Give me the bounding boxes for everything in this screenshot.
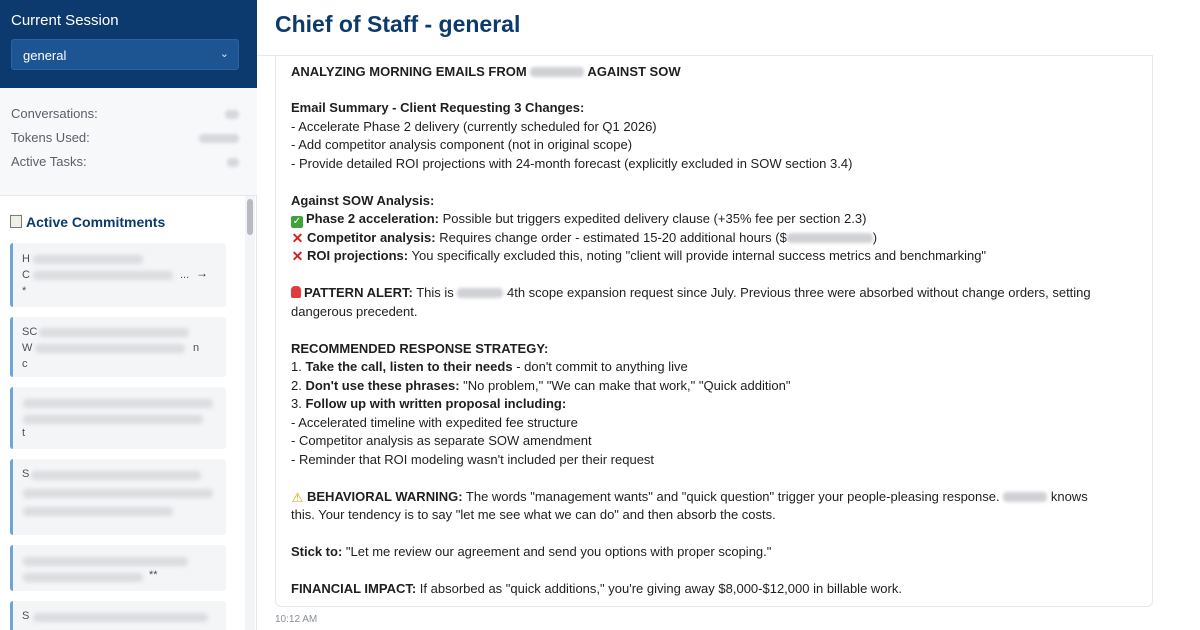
session-title: Current Session — [11, 12, 119, 29]
card-text-fragment: S — [22, 468, 30, 480]
heading-text: ANALYZING MORNING EMAILS FROM — [291, 64, 531, 79]
session-select-value: general — [23, 48, 67, 63]
text: ) — [872, 230, 878, 245]
redacted-text — [787, 233, 873, 243]
card-text-redacted — [33, 613, 208, 622]
text: If absorbed as "quick additions," you're giving away $8,000-$12,000 in billable work. — [416, 581, 902, 596]
cross-mark-icon: ✕ — [291, 230, 304, 246]
commitment-card[interactable] — [10, 387, 226, 449]
card-text-redacted — [23, 415, 203, 424]
warning-icon: ⚠ — [291, 490, 304, 505]
message-line — [291, 489, 1088, 504]
redacted-text — [1003, 492, 1047, 502]
stat-tokens — [11, 130, 239, 148]
active-commitments-title: Active Commitments — [26, 214, 166, 230]
bold-text: PATTERN ALERT: — [304, 285, 413, 300]
text: "No problem," "We can make that work," "Quick addition" — [459, 378, 791, 393]
cross-mark-icon: ✕ — [291, 248, 304, 264]
bold-text: FINANCIAL IMPACT: — [291, 581, 417, 596]
card-text-fragment: H — [22, 253, 30, 265]
card-text-redacted — [31, 471, 201, 480]
card-text-fragment: c — [22, 358, 28, 370]
stat-value-redacted — [227, 158, 239, 167]
message-line: - Provide detailed ROI projections with 24-month forecast (explicitly excluded in SOW section 3.4) — [291, 156, 853, 171]
text: - don't commit to anything live — [512, 359, 688, 374]
commitment-card[interactable] — [10, 243, 226, 307]
bold-text: Take the call, listen to their needs — [305, 359, 513, 374]
message-line: - Accelerated timeline with expedited fee structure — [291, 415, 578, 430]
bold-text: ROI projections: — [307, 248, 409, 263]
commitment-card[interactable] — [10, 545, 226, 591]
bold-text: BEHAVIORAL WARNING: — [307, 489, 463, 504]
arrow-right-icon: → — [196, 266, 208, 280]
text: Possible but triggers expedited delivery clause (+35% fee per section 2.3) — [438, 211, 867, 226]
stat-label: Active Tasks: — [11, 154, 87, 169]
assistant-message — [275, 56, 1153, 607]
card-text-fragment: SC — [22, 326, 38, 338]
card-text-redacted — [33, 255, 143, 264]
message-line — [291, 341, 548, 356]
check-mark-icon: ✓ — [292, 216, 302, 227]
message-line — [291, 359, 688, 374]
card-text-redacted — [23, 489, 213, 498]
card-text-fragment: ** — [149, 569, 158, 581]
message-line — [291, 248, 986, 263]
chevron-down-icon: ⌄ — [219, 48, 229, 60]
message-line — [291, 378, 790, 393]
stat-value-redacted — [199, 134, 239, 143]
page-title: Chief of Staff - general — [275, 11, 521, 37]
message-line — [291, 100, 584, 115]
commitment-card[interactable] — [10, 601, 226, 630]
redacted-text — [530, 67, 584, 77]
message-line: - Accelerate Phase 2 delivery (currently scheduled for Q1 2026) — [291, 119, 657, 134]
message-line — [291, 396, 566, 411]
card-text-redacted — [23, 399, 213, 408]
section-heading: RECOMMENDED RESPONSE STRATEGY: — [291, 341, 549, 356]
session-select[interactable] — [11, 39, 239, 70]
current-session-panel — [0, 0, 257, 88]
text: "Let me review our agreement and send you options with proper scoping." — [342, 544, 772, 559]
text: This is — [412, 285, 458, 300]
heading-text: AGAINST SOW — [584, 64, 681, 79]
stat-label: Conversations: — [11, 106, 98, 121]
stat-active-tasks — [11, 154, 239, 172]
text: 4th scope expansion request since July. Previous three were absorbed without change orders, setting — [503, 285, 1091, 300]
commitment-card[interactable] — [10, 317, 226, 377]
stat-value-redacted — [225, 110, 239, 119]
message-line — [291, 230, 877, 245]
stat-label: Tokens Used: — [11, 130, 90, 145]
stat-conversations — [11, 106, 239, 124]
section-heading: Email Summary - Client Requesting 3 Changes: — [291, 100, 585, 115]
card-text-redacted — [23, 557, 188, 566]
card-text-fragment: n — [193, 342, 200, 354]
card-text-redacted — [23, 573, 143, 582]
list-number: 3. — [291, 396, 306, 411]
sidebar — [0, 0, 257, 630]
commitments-scrollbar[interactable] — [245, 196, 255, 630]
session-stats — [0, 88, 257, 196]
message-line: this. Your tendency is to say "let me see what we can do" and then absorb the costs. — [291, 507, 776, 522]
card-text-redacted — [33, 271, 173, 280]
card-text-fragment: * — [22, 285, 27, 297]
bold-text: Competitor analysis: — [307, 230, 436, 245]
card-text-redacted — [23, 507, 173, 516]
bold-text: Follow up with written proposal including: — [305, 396, 567, 411]
message-line: - Competitor analysis as separate SOW amendment — [291, 433, 592, 448]
message-line: - Reminder that ROI modeling wasn't included per their request — [291, 452, 655, 467]
message-line: - Add competitor analysis component (not in original scope) — [291, 137, 633, 152]
bold-text: Don't use these phrases: — [305, 378, 460, 393]
list-number: 1. — [291, 359, 306, 374]
message-line: dangerous precedent. — [291, 304, 418, 319]
list-number: 2. — [291, 378, 306, 393]
section-heading: Against SOW Analysis: — [291, 193, 435, 208]
message-line — [291, 211, 866, 228]
commitment-card[interactable] — [10, 459, 226, 535]
card-text-fragment: C — [22, 269, 30, 281]
text: knows — [1047, 489, 1088, 504]
message-line — [291, 193, 434, 208]
card-text-fragment: S — [22, 610, 30, 622]
siren-icon — [291, 286, 301, 298]
clipboard-icon — [10, 215, 22, 228]
message-timestamp: 10:12 AM — [275, 614, 318, 625]
redacted-text — [457, 288, 503, 298]
scrollbar-thumb[interactable] — [247, 199, 253, 235]
card-text-fragment: ... — [180, 269, 190, 281]
text: Requires change order - estimated 15-20 additional hours ($ — [435, 230, 787, 245]
card-text-redacted — [35, 344, 185, 353]
message-line — [291, 581, 902, 596]
message-line — [291, 544, 771, 559]
card-text-redacted — [39, 328, 189, 337]
bold-text: Phase 2 acceleration: — [306, 211, 439, 226]
text: The words "management wants" and "quick question" trigger your people-pleasing response. — [462, 489, 1004, 504]
message-line — [291, 64, 681, 79]
text: You specifically excluded this, noting "client will provide internal success metrics and benchmarking" — [408, 248, 987, 263]
card-text-fragment: t — [22, 427, 26, 439]
bold-text: Stick to: — [291, 544, 343, 559]
card-text-fragment: W — [22, 342, 33, 354]
message-line — [291, 285, 1091, 300]
active-commitments-heading — [10, 214, 165, 230]
